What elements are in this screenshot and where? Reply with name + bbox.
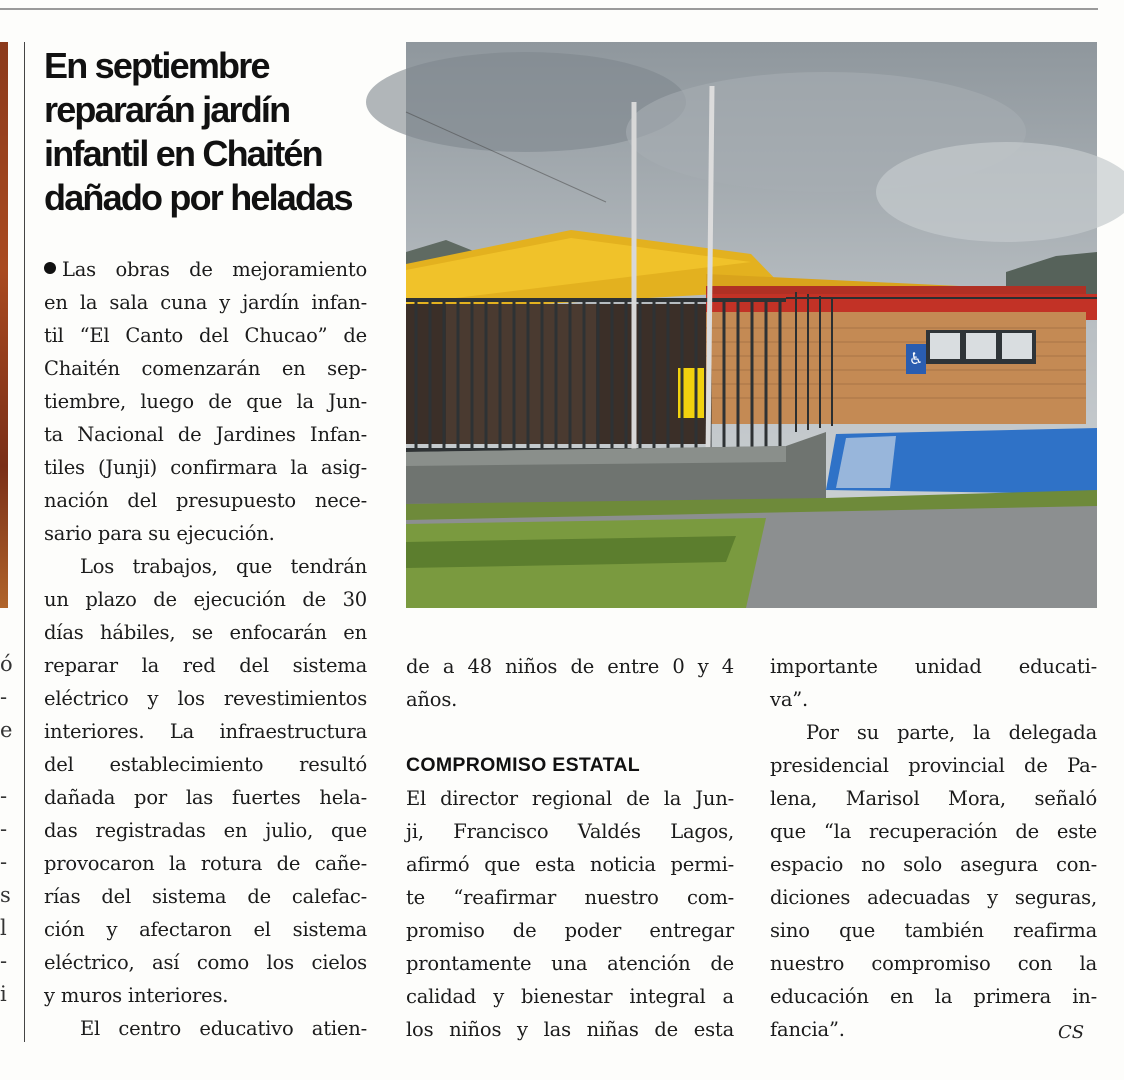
fragment: e <box>0 718 13 742</box>
text-line: tiembre, luego de que la Jun- <box>44 390 367 413</box>
text-line: tiles (Junji) confirmara la asig- <box>44 456 367 479</box>
text-line: til “El Canto del Chucao” de <box>44 324 367 347</box>
text-line: rías del sistema de calefac- <box>44 885 367 908</box>
text-line: reparar la red del sistema <box>44 654 367 677</box>
section-subhead: COMPROMISO ESTATAL <box>406 754 640 776</box>
adjacent-column-fragments <box>0 648 13 1011</box>
text-line: ción y afectaron el sistema <box>44 918 367 941</box>
adjacent-photo-edge <box>0 42 8 608</box>
text-line: El director regional de la Jun- <box>406 787 734 810</box>
text-line: prontamente una atención de <box>406 952 734 975</box>
text-line: y muros interiores. <box>44 984 229 1007</box>
text-line: va”. <box>770 688 809 711</box>
column-rule <box>24 42 25 1042</box>
author-signoff: CS <box>1058 1022 1085 1043</box>
top-rule <box>0 8 1098 10</box>
text-line: Los trabajos, que tendrán <box>80 555 367 578</box>
text-line: los niños y las niñas de esta <box>406 1018 734 1041</box>
text-line: Las obras de mejoramiento <box>44 253 367 286</box>
text-line: educación en la primera in- <box>770 985 1097 1008</box>
text-line: sino que también reafirma <box>770 919 1097 942</box>
text-line: nuestro compromiso con la <box>770 952 1097 975</box>
body-column-1 <box>44 253 367 1045</box>
wheelchair-sign: ♿ <box>908 349 924 368</box>
fragment: - <box>0 784 8 808</box>
fragment: - <box>0 850 8 874</box>
text-line: lena, Marisol Mora, señaló <box>770 787 1097 810</box>
text-line: dañada por las fuertes hela- <box>44 786 367 809</box>
text-line: provocaron la rotura de cañe- <box>44 852 367 875</box>
fragment: - <box>0 949 8 973</box>
text-line: del establecimiento resultó <box>44 753 367 776</box>
text-line: El centro educativo atien- <box>80 1017 367 1040</box>
text-line: de a 48 niños de entre 0 y 4 <box>406 655 734 678</box>
fragment <box>0 747 10 780</box>
text-line: importante unidad educati- <box>770 655 1097 678</box>
fragment: l <box>0 916 7 940</box>
text-line: das registradas en julio, que <box>44 819 367 842</box>
text-line: años. <box>406 688 458 711</box>
text-line: promiso de poder entregar <box>406 919 734 942</box>
text-line: días hábiles, se enfocarán en <box>44 621 367 644</box>
text-line: que “la recuperación de este <box>770 820 1097 843</box>
text-line: presidencial provincial de Pa- <box>770 754 1097 777</box>
text-line: en la sala cuna y jardín infan- <box>44 291 367 314</box>
text-line: Por su parte, la delegada <box>806 721 1097 744</box>
kindergarten-photo <box>406 42 1097 608</box>
text-line: Chaitén comenzarán en sep- <box>44 357 367 380</box>
text-line: espacio no solo asegura con- <box>770 853 1097 876</box>
fragment: i <box>0 982 7 1006</box>
text-line: nación del presupuesto nece- <box>44 489 367 512</box>
bullet-icon <box>44 262 56 274</box>
body-column-2 <box>406 650 734 1046</box>
body-column-3 <box>770 650 1097 1046</box>
fragment: s <box>0 883 11 907</box>
text-line: afirmó que esta noticia permi- <box>406 853 734 876</box>
text-line: calidad y bienestar integral a <box>406 985 734 1008</box>
text-line: diciones adecuadas y seguras, <box>770 886 1097 909</box>
fragment: ó <box>0 652 13 676</box>
headline: En septiembre repararán jardín infantil en Chaitén dañado por heladas <box>44 45 352 218</box>
text-line: interiores. La infraestructura <box>44 720 367 743</box>
text-line: eléctrico y los revestimientos <box>44 687 367 710</box>
text-line: fancia”. <box>770 1018 845 1041</box>
text-line: sario para su ejecución. <box>44 522 275 545</box>
text-line: ta Nacional de Jardines Infan- <box>44 423 367 446</box>
fragment: - <box>0 685 8 709</box>
text-line: un plazo de ejecución de 30 <box>44 588 367 611</box>
text-line: eléctrico, así como los cielos <box>44 951 367 974</box>
paragraph-gap <box>406 716 734 749</box>
text-line: ji, Francisco Valdés Lagos, <box>406 820 734 843</box>
text-line: te “reafirmar nuestro com- <box>406 886 734 909</box>
fragment: - <box>0 817 8 841</box>
